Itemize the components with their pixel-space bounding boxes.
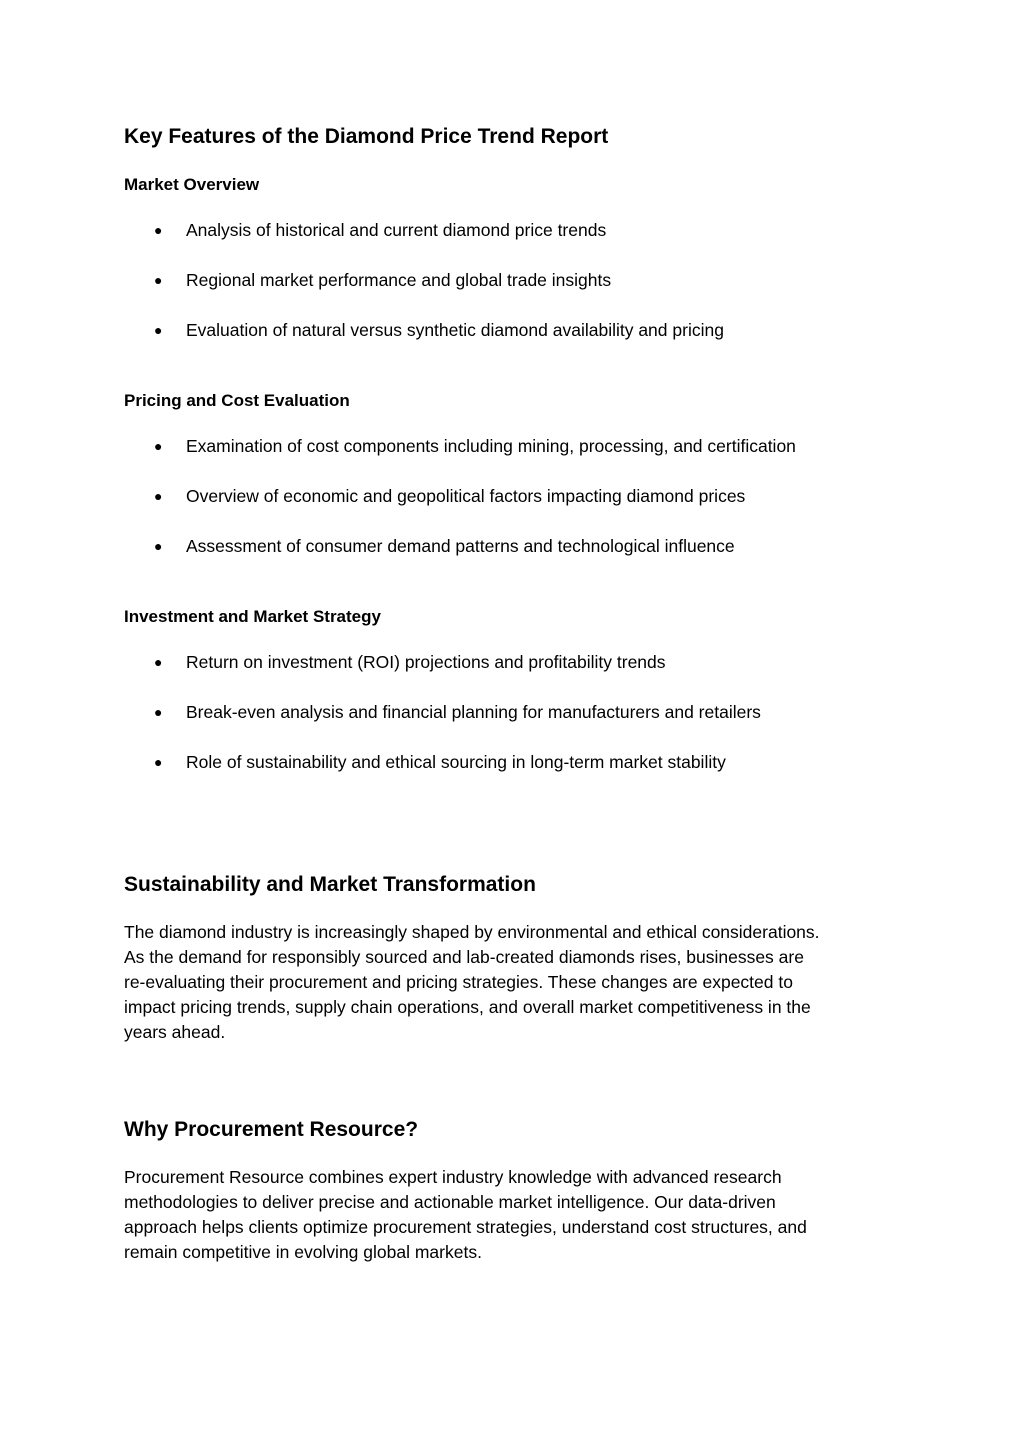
list-item-text: Examination of cost components including mining, processing, and certification (186, 436, 796, 456)
bullet-icon: ● (154, 272, 163, 288)
list-item-text: Overview of economic and geopolitical factors impacting diamond prices (186, 486, 746, 506)
list-item-text: Role of sustainability and ethical sourcing in long-term market stability (186, 752, 726, 772)
list-item-text: Assessment of consumer demand patterns and technological influence (186, 536, 735, 556)
sustainability-paragraph (124, 920, 884, 1045)
pricing-evaluation-heading: Pricing and Cost Evaluation (124, 391, 350, 410)
why-procurement-heading: Why Procurement Resource? (124, 1118, 419, 1141)
list-item-text: Evaluation of natural versus synthetic diamond availability and pricing (186, 320, 724, 340)
bullet-icon: ● (154, 222, 163, 238)
paragraph-line: years ahead. (124, 1022, 226, 1042)
sustainability-heading: Sustainability and Market Transformation (124, 873, 536, 896)
bullet-icon: ● (154, 704, 163, 720)
investment-strategy-heading: Investment and Market Strategy (124, 607, 381, 626)
paragraph-line: approach helps clients optimize procurement strategies, understand cost structures, and (124, 1217, 807, 1237)
paragraph-line: As the demand for responsibly sourced and lab-created diamonds rises, businesses are (124, 947, 804, 967)
bullet-icon: ● (154, 754, 163, 770)
bullet-icon: ● (154, 488, 163, 504)
bullet-icon: ● (154, 538, 163, 554)
paragraph-line: methodologies to deliver precise and actionable market intelligence. Our data-driven (124, 1192, 776, 1212)
bullet-icon: ● (154, 654, 163, 670)
bullet-icon: ● (154, 322, 163, 338)
why-procurement-paragraph (124, 1165, 884, 1265)
bullet-icon: ● (154, 438, 163, 454)
market-overview-heading: Market Overview (124, 175, 260, 194)
paragraph-line: Procurement Resource combines expert industry knowledge with advanced research (124, 1167, 782, 1187)
list-item-text: Analysis of historical and current diamond price trends (186, 220, 607, 240)
paragraph-line: impact pricing trends, supply chain operations, and overall market competitiveness in the (124, 997, 811, 1017)
paragraph-line: remain competitive in evolving global markets. (124, 1242, 482, 1262)
list-item-text: Return on investment (ROI) projections and profitability trends (186, 652, 666, 672)
list-item-text: Regional market performance and global trade insights (186, 270, 612, 290)
paragraph-line: re-evaluating their procurement and pricing strategies. These changes are expected to (124, 972, 793, 992)
list-item-text: Break-even analysis and financial planning for manufacturers and retailers (186, 702, 761, 722)
key-features-heading: Key Features of the Diamond Price Trend Report (124, 125, 609, 148)
paragraph-line: The diamond industry is increasingly shaped by environmental and ethical considerations. (124, 922, 820, 942)
